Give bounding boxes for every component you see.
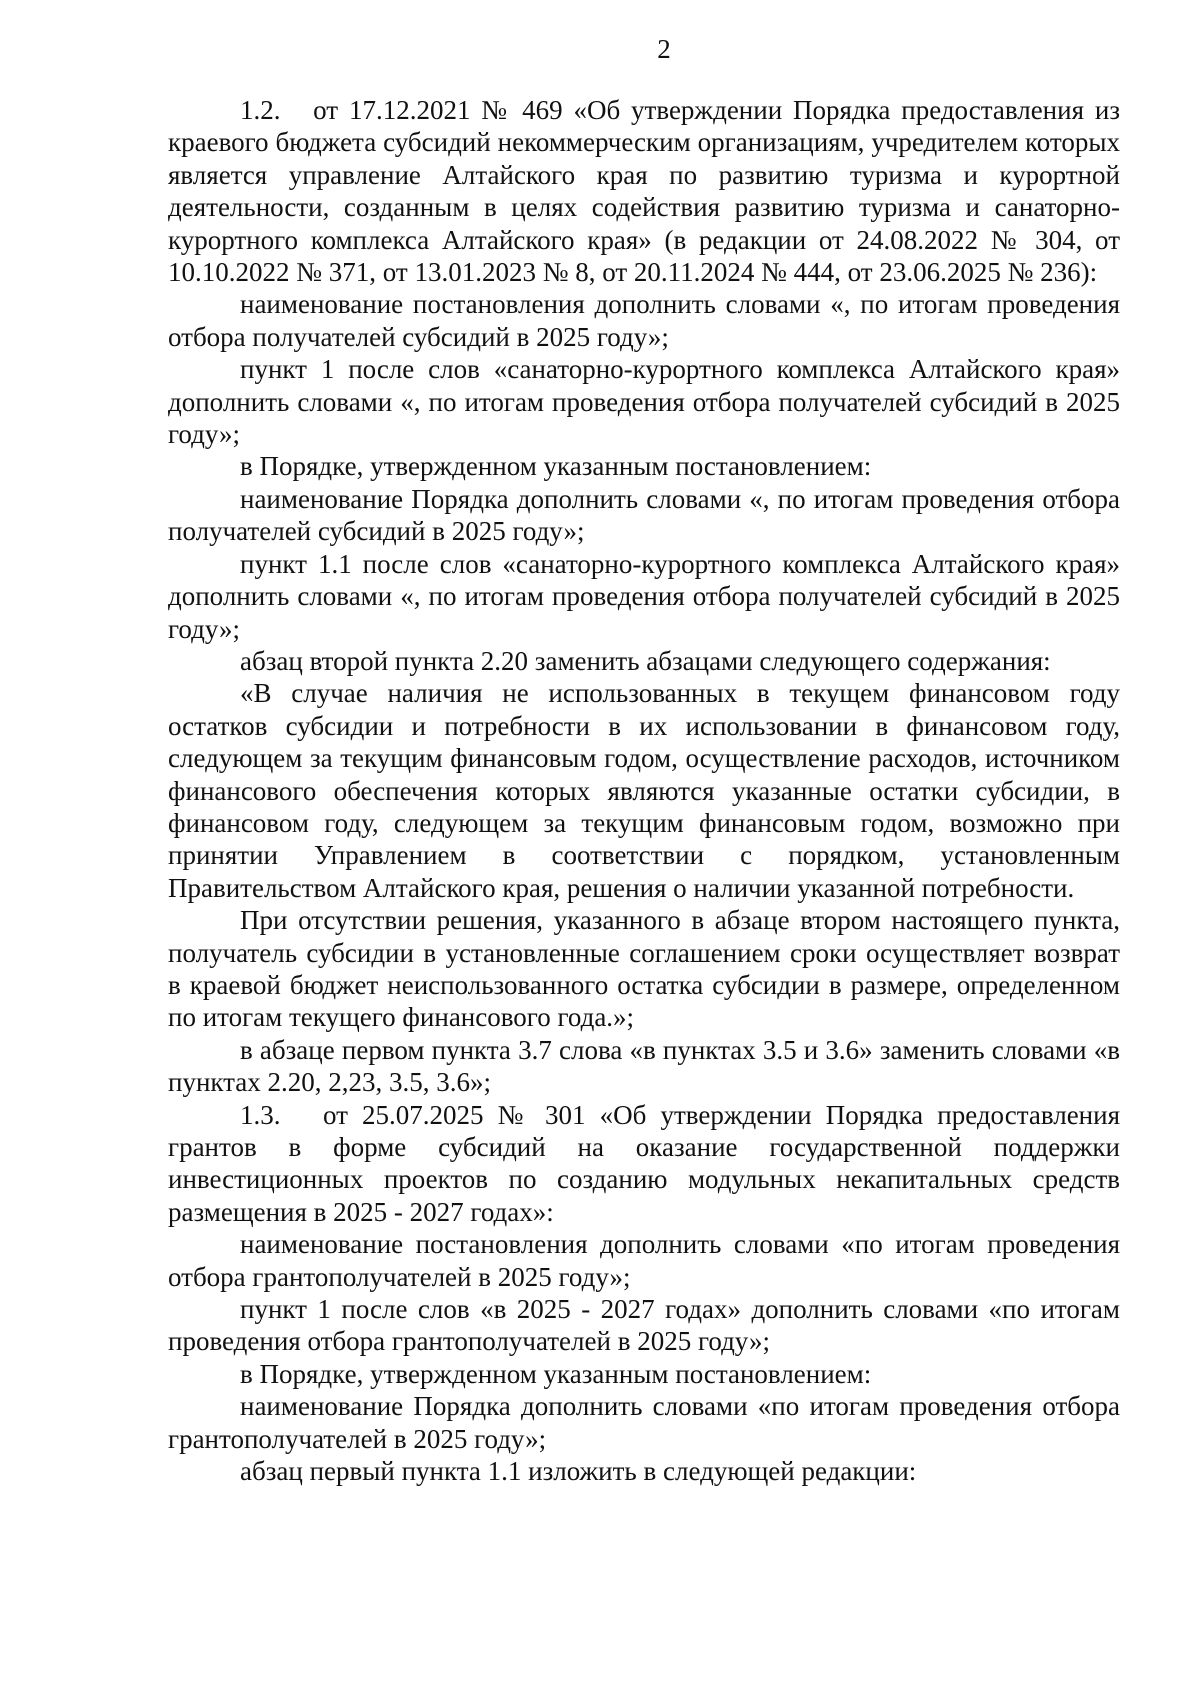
- paragraph: пункт 1 после слов «в 2025 - 2027 годах» дополнить словами «по итогам проведения отбора грантополучателей в 2025 году»;: [168, 1294, 1120, 1357]
- paragraph: пункт 1 после слов «санаторно-курортного комплекса Алтайского края» дополнить словами «, по итогам проведения отбора получателей субсидий в 2025 году»;: [168, 354, 1120, 450]
- paragraph: наименование Порядка дополнить словами «, по итогам проведения отбора получателей субсидий в 2025 году»;: [168, 483, 1120, 547]
- paragraph: абзац второй пункта 2.20 заменить абзацами следующего содержания:: [240, 645, 1051, 676]
- paragraph: в Порядке, утвержденном указанным постановлением:: [240, 451, 872, 482]
- paragraph: наименование Порядка дополнить словами «по итогам проведения отбора грантополучателей в 2025 году»;: [168, 1391, 1120, 1454]
- page-number: 2: [657, 34, 671, 64]
- paragraph: наименование постановления дополнить словами «по итогам проведения отбора грантополучателей в 2025 году»;: [168, 1229, 1120, 1292]
- paragraph-1-3: 1.3. от 25.07.2025 № 301 «Об утверждении Порядка предоставления грантов в форме субсидий на оказание государственной поддержки инвестиционных проектов по созданию модульных некапитальных средств размещения в 2025 - 2027 годах»:: [168, 1099, 1120, 1227]
- paragraph-1-2: 1.2. от 17.12.2021 № 469 «Об утверждении Порядка предоставления из краевого бюджета субсидий некоммерческим организациям, учредителем которых является управление Алтайского края по развитию туризма и курортной деятельности, созданным в целях содействия развитию туризма и санаторно-курортного комплекса Алтайского края» (в редакции от 24.08.2022 № 304, от 10.10.2022 № 371, от 13.01.2023 № 8, от 20.11.2024 № 444, от 23.06.2025 № 236):: [168, 95, 1120, 288]
- paragraph: пункт 1.1 после слов «санаторно-курортного комплекса Алтайского края» дополнить словами «, по итогам проведения отбора получателей субсидий в 2025 году»;: [168, 548, 1120, 644]
- paragraph: в абзаце первом пункта 3.7 слова «в пунктах 3.5 и 3.6» заменить словами «в пунктах 2.20, 2,23, 3.5, 3.6»;: [168, 1034, 1120, 1098]
- paragraph: в Порядке, утвержденном указанным постановлением:: [240, 1358, 872, 1389]
- quoted-paragraph: «В случае наличия не использованных в текущем финансовом году остатков субсидии и потребности в их использовании в финансовом году, следующем за текущим финансовым годом, осуществление расходов, источником финансового обеспечения которых являются указанные остатки субсидии, в финансовом году, следующем за текущим финансовым годом, возможно при принятии Управлением в соответствии с порядком, установленным Правительством Алтайского края, решения о наличии указанной потребности.: [168, 678, 1120, 903]
- paragraph: наименование постановления дополнить словами «, по итогам проведения отбора получателей субсидий в 2025 году»;: [168, 289, 1120, 352]
- quoted-paragraph: При отсутствии решения, указанного в абзаце втором настоящего пункта, получатель субсидии в установленные соглашением сроки осуществляет возврат в краевой бюджет неиспользованного остатка субсидии в размере, определенном по итогам текущего финансового года.»;: [168, 905, 1120, 1033]
- paragraph: абзац первый пункта 1.1 изложить в следующей редакции:: [240, 1456, 917, 1487]
